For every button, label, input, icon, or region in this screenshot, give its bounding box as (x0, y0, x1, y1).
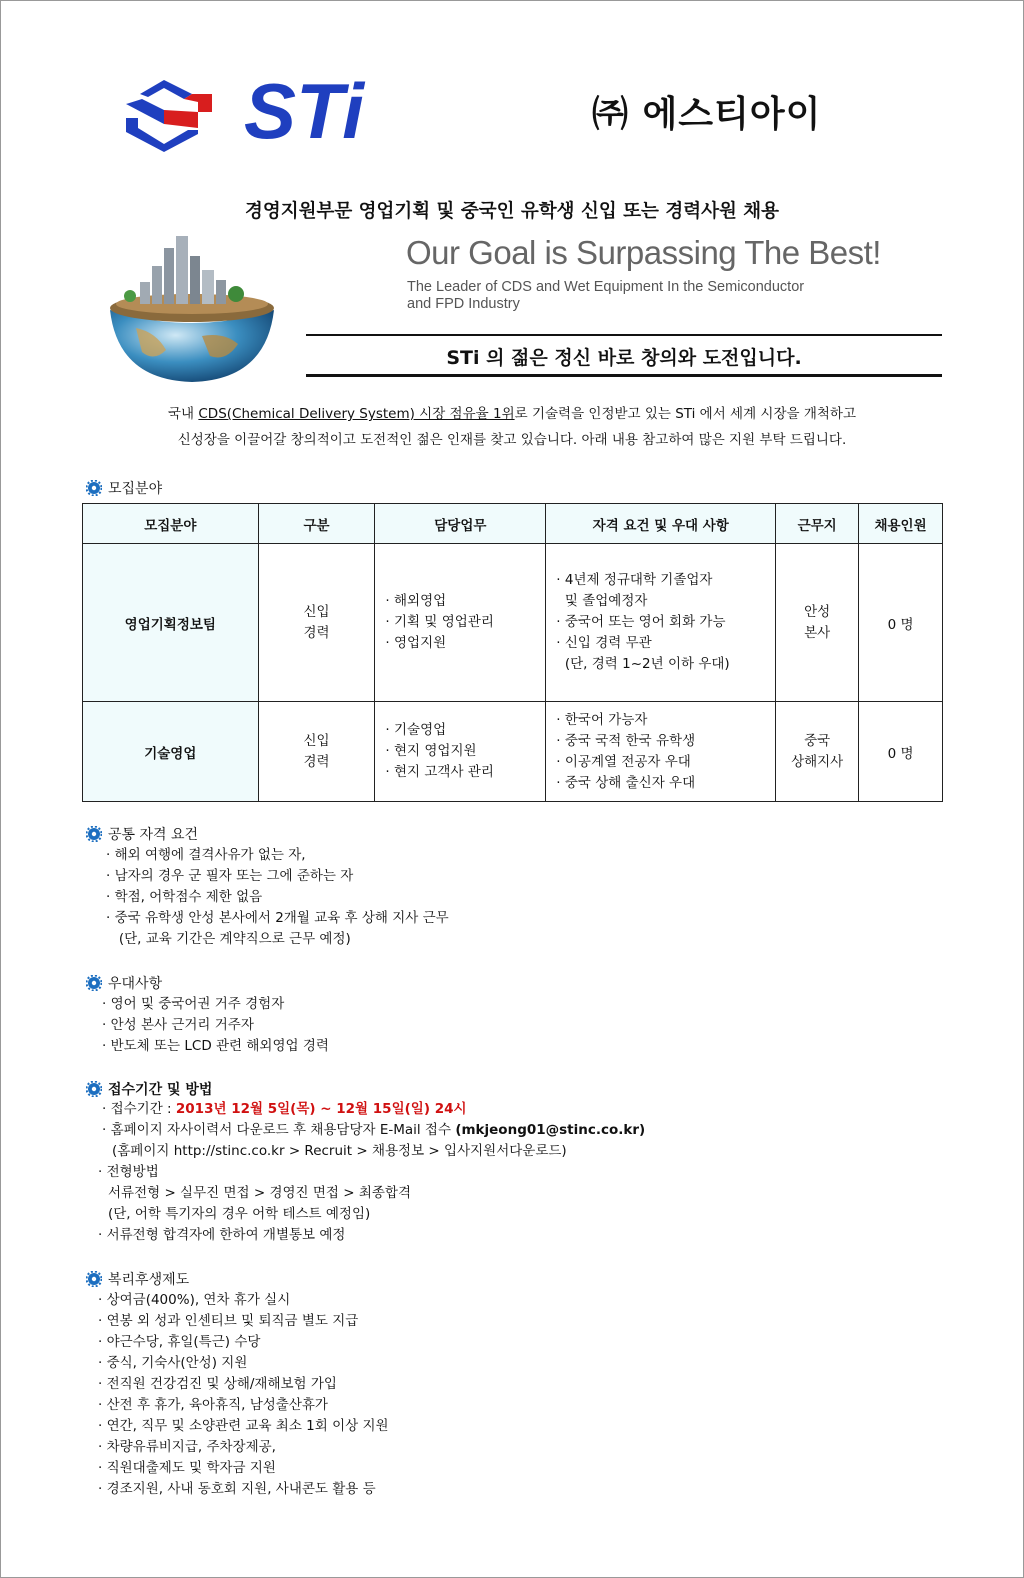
duty-item: · 현지 영업지원 (385, 743, 477, 759)
list-item: (단, 교육 기간은 계약직으로 근무 예정) (106, 931, 351, 947)
preference-list (102, 994, 329, 1057)
list-item: · 영어 및 중국어권 거주 경험자 (102, 996, 285, 1012)
location-item: 상해지사 (791, 753, 844, 770)
intro-line-2: 신성장을 이끌어갈 창의적이고 도전적인 젊은 인재를 찾고 있습니다. 아래 내용 참고하여 많은 지원 부탁 드립니다. (177, 432, 847, 448)
section-welfare-heading (86, 1269, 189, 1289)
section-apply-title: 접수기간 및 방법 (108, 1082, 213, 1098)
page-title: 경영지원부문 영업기획 및 중국인 유학생 신입 또는 경력사원 채용 (244, 201, 780, 222)
logo-text: STi (244, 72, 364, 152)
section-preference-heading (86, 973, 162, 993)
location-item: 안성 (804, 603, 831, 620)
duty-item: · 현지 고객사 관리 (385, 764, 494, 780)
section-recruit-heading (86, 478, 162, 498)
slogan-goal: Our Goal is Surpassing The Best! (406, 234, 881, 271)
intro-market-share: CDS(Chemical Delivery System) 시장 점유율 1위 (198, 406, 515, 422)
type-item: 경력 (303, 624, 330, 641)
table-row (83, 702, 943, 802)
type-item: 경력 (303, 753, 330, 770)
col-header-count: 채용인원 (859, 504, 943, 544)
method-text: · 홈페이지 자사이력서 다운로드 후 채용담당자 E-Mail 접수 (102, 1122, 456, 1138)
gear-icon (86, 480, 102, 496)
apply-homepage: (홈페이지 http://stinc.co.kr > Recruit > 채용정보 > 입사지원서다운로드) (112, 1143, 567, 1159)
table-row (83, 544, 943, 702)
intro-line-1-pre: 국내 (168, 406, 199, 422)
cell-location (776, 702, 859, 802)
section-common-heading (86, 824, 198, 844)
slogan-leader-line1: The Leader of CDS and Wet Equipment In the Semiconductor (407, 279, 805, 295)
table-header-row (83, 504, 943, 544)
requirement-item: (단, 경력 1~2년 이하 우대) (556, 656, 730, 672)
sti-logo (122, 72, 402, 152)
list-item: · 연봉 외 성과 인센티브 및 퇴직금 별도 지급 (98, 1313, 359, 1329)
list-item: · 차량유류비지급, 주차장제공, (98, 1439, 276, 1455)
section-preference-title: 우대사항 (108, 976, 163, 992)
slogan-leader-line2: and FPD Industry (407, 296, 520, 312)
col-header-duties: 담당업무 (375, 504, 546, 544)
list-item: · 전직원 건강검진 및 상해/재해보험 가입 (98, 1376, 337, 1392)
cell-field: 영업기획정보팀 (83, 544, 259, 702)
list-item: · 중식, 기숙사(안성) 지원 (98, 1355, 248, 1371)
duty-item: · 기술영업 (385, 722, 447, 738)
company-name: ㈜ 에스티아이 (592, 94, 822, 135)
requirement-item: 및 졸업예정자 (556, 593, 648, 609)
list-item: · 경조지원, 사내 동호회 지원, 사내콘도 활용 등 (98, 1481, 376, 1497)
gear-icon (86, 1271, 102, 1287)
gear-icon (86, 975, 102, 991)
gear-icon (86, 1081, 102, 1097)
list-item: · 직원대출제도 및 학자금 지원 (98, 1460, 276, 1476)
gear-icon (86, 826, 102, 842)
list-item: · 남자의 경우 군 필자 또는 그에 준하는 자 (106, 868, 354, 884)
section-apply-heading (86, 1079, 212, 1099)
list-item: · 반도체 또는 LCD 관련 해외영업 경력 (102, 1038, 329, 1054)
duty-item: · 기획 및 영업관리 (385, 614, 494, 630)
cell-duties (375, 702, 546, 802)
col-header-requirements: 자격 요건 및 우대 사항 (546, 504, 776, 544)
intro-line-1 (0, 402, 1024, 422)
requirement-item: · 이공계열 전공자 우대 (556, 753, 691, 770)
intro-line-1-post: 로 기술력을 인정받고 있는 STi 에서 세계 시장을 개척하고 (514, 406, 856, 422)
process-title: · 전형방법 (98, 1164, 159, 1180)
welfare-list (98, 1290, 389, 1500)
cell-requirements (546, 702, 776, 802)
col-header-location: 근무지 (776, 504, 859, 544)
slogan-leader (407, 279, 837, 313)
list-item: · 학점, 어학점수 제한 없음 (106, 889, 263, 905)
apply-email: (mkjeong01@stinc.co.kr) (455, 1122, 646, 1138)
requirement-item: · 4년제 정규대학 기졸업자 (556, 572, 713, 588)
location-item: 본사 (804, 624, 831, 641)
cell-field: 기술영업 (83, 702, 259, 802)
location-item: 중국 (804, 732, 831, 749)
type-item: 신입 (303, 603, 330, 620)
recruit-table (82, 503, 943, 802)
list-item: · 연간, 직무 및 소양관련 교육 최소 1회 이상 지원 (98, 1418, 389, 1434)
apply-period (102, 1099, 645, 1120)
period-label: · 접수기간 : (102, 1101, 176, 1117)
type-item: 신입 (303, 732, 330, 749)
list-item: · 산전 후 휴가, 육아휴직, 남성출산휴가 (98, 1397, 328, 1413)
cell-count: 0 명 (859, 544, 943, 702)
apply-method (102, 1120, 645, 1141)
list-item: · 안성 본사 근거리 거주자 (102, 1017, 254, 1033)
col-header-type: 구분 (258, 504, 375, 544)
col-header-field: 모집분야 (83, 504, 259, 544)
section-welfare-title: 복리후생제도 (108, 1272, 190, 1288)
list-item: · 해외 여행에 결격사유가 없는 자, (106, 847, 306, 863)
spirit-banner: STi 의 젊은 정신 바로 창의와 도전입니다. (446, 347, 802, 369)
process-notice: · 서류전형 합격자에 한하여 개별통보 예정 (98, 1227, 346, 1243)
cell-count: 0 명 (859, 702, 943, 802)
cell-type (258, 702, 375, 802)
list-item: · 야근수당, 휴일(특근) 수당 (98, 1334, 261, 1350)
divider-bottom (306, 374, 942, 377)
cell-type (258, 544, 375, 702)
requirement-item: · 중국 상해 출신자 우대 (556, 774, 696, 791)
section-recruit-title: 모집분야 (108, 481, 163, 497)
duty-item: · 해외영업 (385, 593, 447, 609)
apply-list (98, 1099, 646, 1246)
process-steps: 서류전형 > 실무진 면접 > 경영진 면접 > 최종합격 (108, 1185, 412, 1201)
duty-item: · 영업지원 (385, 635, 447, 651)
requirement-item: · 중국어 또는 영어 회화 가능 (556, 614, 726, 630)
list-item: · 상여금(400%), 연차 휴가 실시 (98, 1292, 291, 1308)
globe-city-illustration (106, 232, 278, 384)
cell-duties (375, 544, 546, 702)
common-requirements-list (106, 845, 449, 950)
cell-requirements (546, 544, 776, 702)
requirement-item: · 한국어 가능자 (556, 711, 648, 728)
list-item: · 중국 유학생 안성 본사에서 2개월 교육 후 상해 지사 근무 (106, 910, 449, 926)
divider-top (306, 334, 942, 336)
requirement-item: · 중국 국적 한국 유학생 (556, 732, 696, 749)
requirement-item: · 신입 경력 무관 (556, 635, 652, 651)
section-common-title: 공통 자격 요건 (108, 827, 199, 843)
period-value: 2013년 12월 5일(목) ~ 12월 15일(일) 24시 (175, 1101, 467, 1117)
cell-location (776, 544, 859, 702)
process-note: (단, 어학 특기자의 경우 어학 테스트 예정임) (108, 1206, 371, 1222)
